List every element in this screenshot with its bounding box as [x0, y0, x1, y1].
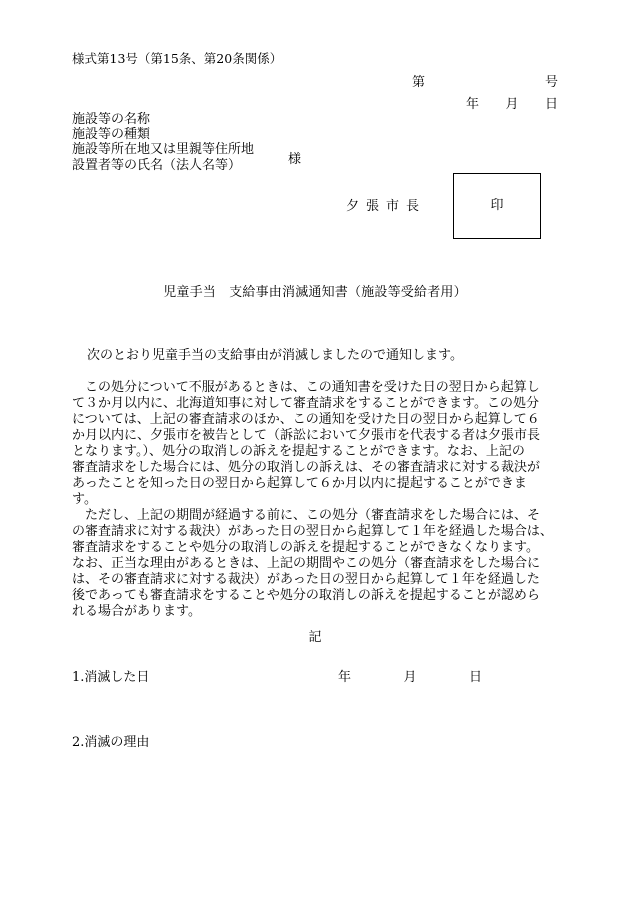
- appeal-notice: [72, 380, 560, 620]
- issue-date-year: 年: [466, 97, 480, 112]
- appeal-line: の審査請求に対する裁決）があった日の翌日から起算して１年を経過した場合は、: [72, 524, 553, 539]
- appeal-line: となります。）、処分の取消しの訴えを提起することができます。なお、上記の: [72, 444, 525, 459]
- appeal-line: 審査請求をした場合には、処分の取消しの訴えは、その審査請求に対する裁決が: [72, 460, 541, 475]
- appeal-line: は、その審査請求に対する裁決）があった日の翌日から起算して１年を経過した: [72, 572, 540, 587]
- appeal-line: か月以内に、夕張市を被告として（訴訟において夕張市を代表する者は夕張市長: [72, 428, 541, 443]
- form-number: 様式第13号（第15条、第20条関係）: [72, 51, 283, 66]
- appeal-line: この処分について不服があるときは、この通知書を受けた日の翌日から起算し: [72, 380, 540, 395]
- seal-label: 印: [490, 198, 504, 213]
- mayor-title: 夕張市長: [346, 199, 427, 214]
- item2-label: 2.消滅の理由: [72, 735, 150, 750]
- item1-month: 月: [403, 670, 417, 685]
- appeal-line: ただし、上記の期間が経過する前に、この処分（審査請求をした場合には、そ: [72, 508, 541, 523]
- ki-text: 記: [308, 630, 322, 645]
- page-title-text: 児童手当 支給事由消滅通知書（施設等受給者用）: [163, 285, 467, 300]
- ki-heading: [0, 630, 630, 646]
- honorific: 様: [288, 152, 302, 167]
- doc-no-go: 号: [544, 75, 558, 90]
- recipient-founder-name: 設置者等の氏名（法人名等）: [72, 157, 242, 173]
- item1-label: 1.消滅した日: [72, 670, 150, 685]
- appeal-line: あったことを知った日の翌日から起算して６か月以内に提起することができま: [72, 476, 527, 491]
- page-title: [0, 285, 630, 301]
- item1-day: 日: [468, 670, 482, 685]
- intro-text: 次のとおり児童手当の支給事由が消滅しましたので通知します。: [87, 348, 463, 363]
- recipient-block: [72, 112, 254, 173]
- seal-box: [453, 173, 541, 239]
- document-number: [412, 75, 558, 91]
- appeal-line: す。: [72, 492, 97, 507]
- issue-date-day: 日: [544, 97, 558, 112]
- item1-year: 年: [338, 670, 352, 685]
- doc-no-dai: 第: [412, 75, 426, 90]
- appeal-line: て３か月以内に、北海道知事に対して審査請求をすることができます。この処分: [72, 396, 539, 411]
- recipient-address: 施設等所在地又は里親等住所地: [72, 142, 255, 158]
- recipient-facility-type: 施設等の種類: [72, 127, 151, 143]
- appeal-line: については、上記の審査請求のほか、この通知を受けた日の翌日から起算して６: [72, 412, 540, 427]
- appeal-line: なお、正当な理由があるときは、上記の期間やこの処分（審査請求をした場合に: [72, 556, 541, 571]
- issue-date: [466, 97, 558, 113]
- recipient-facility-name: 施設等の名称: [72, 112, 151, 127]
- appeal-line: れる場合があります。: [72, 604, 201, 619]
- appeal-line: 後であっても審査請求をすることや処分の取消しの訴えを提起することが認めら: [72, 588, 540, 603]
- item1-date: [338, 670, 482, 686]
- appeal-line: 審査請求をすることや処分の取消しの訴えを提起することができなくなります。: [72, 540, 539, 555]
- issue-date-month: 月: [505, 97, 519, 112]
